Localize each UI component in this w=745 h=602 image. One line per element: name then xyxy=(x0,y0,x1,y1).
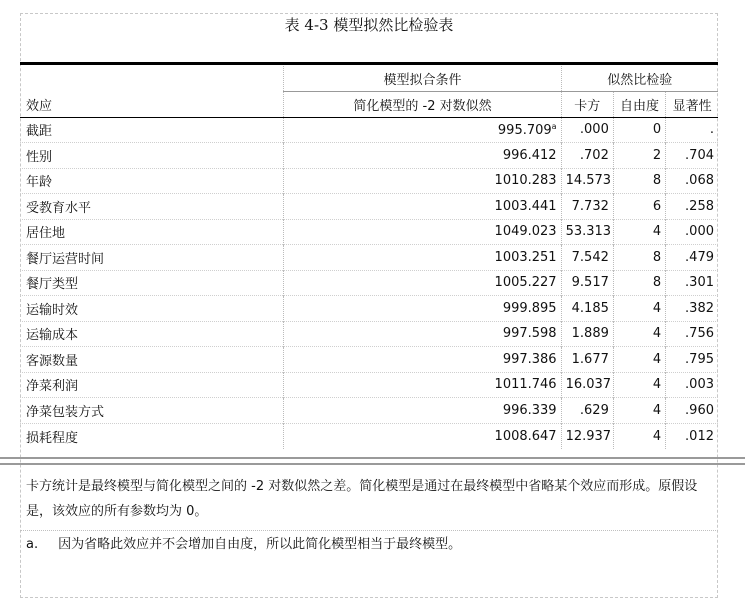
cell-significance xyxy=(666,270,718,296)
note-main: 卡方统计是最终模型与简化模型之间的 -2 对数似然之差。简化模型是通过在最终模型中省略某个效应而形成。原假设是，该效应的所有参数均为 0。 xyxy=(20,466,718,531)
cell-neg2ll-value: 1003.441 xyxy=(494,198,557,214)
cell-effect xyxy=(20,245,284,271)
header-df: 自由度 xyxy=(613,92,665,118)
cell-neg2ll xyxy=(284,372,561,398)
table-row xyxy=(20,245,718,271)
cell-significance-value: .960 xyxy=(685,402,714,418)
cell-df xyxy=(613,347,665,373)
cell-significance xyxy=(666,372,718,398)
cell-neg2ll-value: 996.339 xyxy=(502,402,557,418)
cell-neg2ll-value: 1008.647 xyxy=(494,428,557,444)
cell-df-value: 4 xyxy=(652,326,662,342)
header-group-lr-test: 似然比检验 xyxy=(561,66,718,92)
cell-chi-square xyxy=(561,245,613,271)
header-effect: 效应 xyxy=(20,92,284,118)
cell-effect xyxy=(20,143,284,169)
cell-significance-value: .795 xyxy=(685,351,714,367)
cell-significance-value: .000 xyxy=(685,224,714,240)
cell-df-value: 4 xyxy=(652,402,662,418)
cell-chi-square-value: .000 xyxy=(579,122,609,138)
cell-df xyxy=(613,423,665,449)
note-a xyxy=(20,531,718,559)
table-row xyxy=(20,296,718,322)
cell-df-value: 4 xyxy=(652,377,662,393)
cell-significance-value: .068 xyxy=(685,173,714,189)
cell-effect xyxy=(20,117,284,143)
bottom-rule-2 xyxy=(0,463,745,465)
cell-effect xyxy=(20,168,284,194)
cell-effect-value: 净菜利润 xyxy=(26,379,79,395)
cell-chi-square-value: 1.889 xyxy=(571,326,609,342)
table-row xyxy=(20,270,718,296)
cell-effect-value: 运输成本 xyxy=(26,328,79,344)
cell-effect-value: 客源数量 xyxy=(26,353,79,369)
cell-effect-value: 损耗程度 xyxy=(26,430,79,446)
cell-neg2ll xyxy=(284,219,561,245)
cell-chi-square xyxy=(561,296,613,322)
cell-significance xyxy=(666,398,718,424)
cell-df xyxy=(613,372,665,398)
table-notes xyxy=(20,466,718,559)
cell-effect-value: 年龄 xyxy=(26,175,53,191)
cell-significance xyxy=(666,321,718,347)
cell-df xyxy=(613,398,665,424)
cell-effect xyxy=(20,194,284,220)
cell-effect-value: 居住地 xyxy=(26,226,66,242)
footnote-marker: a xyxy=(551,121,557,131)
cell-neg2ll xyxy=(284,270,561,296)
cell-effect xyxy=(20,423,284,449)
cell-df xyxy=(613,219,665,245)
top-rule xyxy=(20,62,718,65)
cell-effect xyxy=(20,398,284,424)
cell-chi-square xyxy=(561,321,613,347)
cell-neg2ll xyxy=(284,321,561,347)
cell-neg2ll-value: 1003.251 xyxy=(494,249,557,265)
cell-df-value: 4 xyxy=(652,351,662,367)
cell-significance-value: .704 xyxy=(685,147,714,163)
header-group-row xyxy=(20,66,718,92)
cell-significance-value: .382 xyxy=(685,300,714,316)
cell-df xyxy=(613,245,665,271)
cell-df xyxy=(613,194,665,220)
cell-neg2ll xyxy=(284,117,561,143)
cell-df xyxy=(613,321,665,347)
cell-chi-square xyxy=(561,194,613,220)
table-row xyxy=(20,194,718,220)
cell-df xyxy=(613,296,665,322)
cell-df-value: 8 xyxy=(652,275,662,291)
cell-neg2ll xyxy=(284,423,561,449)
cell-df-value: 4 xyxy=(652,300,662,316)
cell-significance-value: .756 xyxy=(685,326,714,342)
cell-chi-square-value: 1.677 xyxy=(571,351,609,367)
note-a-text: 因为省略此效应并不会增加自由度，所以此简化模型相当于最终模型。 xyxy=(58,537,462,552)
cell-chi-square xyxy=(561,398,613,424)
cell-chi-square-value: .629 xyxy=(579,402,609,418)
cell-chi-square-value: 9.517 xyxy=(571,275,609,291)
cell-df-value: 8 xyxy=(652,173,662,189)
cell-effect-value: 净菜包装方式 xyxy=(26,404,105,420)
header-group-model-fit: 模型拟合条件 xyxy=(284,66,561,92)
cell-df-value: 8 xyxy=(652,249,662,265)
cell-neg2ll xyxy=(284,194,561,220)
cell-chi-square-value: 16.037 xyxy=(565,377,612,393)
cell-chi-square xyxy=(561,423,613,449)
cell-df-value: 2 xyxy=(652,147,662,163)
cell-significance xyxy=(666,219,718,245)
cell-df xyxy=(613,168,665,194)
header-chi-square: 卡方 xyxy=(561,92,613,118)
cell-effect xyxy=(20,296,284,322)
cell-chi-square xyxy=(561,143,613,169)
cell-significance-value: .012 xyxy=(685,428,714,444)
bottom-rule-1 xyxy=(0,457,745,459)
cell-chi-square-value: 14.573 xyxy=(565,173,612,189)
cell-neg2ll xyxy=(284,296,561,322)
cell-df-value: 6 xyxy=(652,198,662,214)
cell-neg2ll xyxy=(284,398,561,424)
note-a-label: a. xyxy=(26,537,39,552)
cell-effect-value: 餐厅类型 xyxy=(26,277,79,293)
cell-chi-square-value: 7.542 xyxy=(571,249,609,265)
table-row xyxy=(20,143,718,169)
cell-significance xyxy=(666,347,718,373)
cell-significance xyxy=(666,117,718,143)
cell-significance xyxy=(666,143,718,169)
cell-chi-square xyxy=(561,117,613,143)
table-row xyxy=(20,398,718,424)
table-body xyxy=(20,117,718,449)
cell-neg2ll xyxy=(284,245,561,271)
header-blank xyxy=(20,66,284,92)
cell-significance-value: .258 xyxy=(685,198,714,214)
cell-neg2ll-value: 997.598 xyxy=(502,326,557,342)
cell-neg2ll-value: 995.709 xyxy=(497,122,552,138)
cell-chi-square-value: 12.937 xyxy=(565,428,612,444)
cell-chi-square-value: 7.732 xyxy=(571,198,609,214)
cell-significance xyxy=(666,423,718,449)
cell-neg2ll-value: 1049.023 xyxy=(494,224,557,240)
cell-df-value: 4 xyxy=(652,428,662,444)
cell-df-value: 4 xyxy=(652,224,662,240)
cell-effect-value: 受教育水平 xyxy=(26,200,92,216)
cell-df xyxy=(613,117,665,143)
cell-effect-value: 餐厅运营时间 xyxy=(26,251,105,267)
cell-chi-square xyxy=(561,168,613,194)
cell-chi-square xyxy=(561,270,613,296)
cell-df-value: 0 xyxy=(652,122,662,138)
cell-df xyxy=(613,143,665,169)
cell-effect-value: 运输时效 xyxy=(26,302,79,318)
table-row xyxy=(20,347,718,373)
cell-significance-value: . xyxy=(709,122,714,138)
table-row xyxy=(20,423,718,449)
cell-effect xyxy=(20,219,284,245)
cell-neg2ll-value: 997.386 xyxy=(502,351,557,367)
cell-effect-value: 截距 xyxy=(26,124,53,140)
cell-effect xyxy=(20,321,284,347)
table-row xyxy=(20,168,718,194)
cell-chi-square-value: 4.185 xyxy=(571,300,609,316)
cell-chi-square xyxy=(561,372,613,398)
cell-significance xyxy=(666,168,718,194)
cell-df xyxy=(613,270,665,296)
cell-chi-square xyxy=(561,347,613,373)
table-row xyxy=(20,117,718,143)
header-significance: 显著性 xyxy=(666,92,718,118)
cell-neg2ll-value: 999.895 xyxy=(502,300,557,316)
cell-chi-square-value: .702 xyxy=(579,147,609,163)
likelihood-ratio-table xyxy=(20,66,718,449)
cell-neg2ll xyxy=(284,143,561,169)
cell-significance xyxy=(666,245,718,271)
header-neg2ll: 简化模型的 -2 对数似然 xyxy=(284,92,561,118)
cell-effect-value: 性别 xyxy=(26,149,53,165)
cell-significance xyxy=(666,296,718,322)
cell-neg2ll xyxy=(284,347,561,373)
cell-effect xyxy=(20,347,284,373)
cell-effect xyxy=(20,372,284,398)
table-row xyxy=(20,219,718,245)
table-row xyxy=(20,372,718,398)
cell-effect xyxy=(20,270,284,296)
cell-neg2ll xyxy=(284,168,561,194)
cell-neg2ll-value: 1010.283 xyxy=(494,173,557,189)
header-column-row xyxy=(20,92,718,118)
cell-significance-value: .301 xyxy=(685,275,714,291)
cell-chi-square xyxy=(561,219,613,245)
table-title: 表 4-3 模型拟然比检验表 xyxy=(284,16,454,34)
cell-significance xyxy=(666,194,718,220)
cell-significance-value: .479 xyxy=(685,249,714,265)
table-row xyxy=(20,321,718,347)
cell-significance-value: .003 xyxy=(685,377,714,393)
cell-neg2ll-value: 1005.227 xyxy=(494,275,557,291)
cell-neg2ll-value: 996.412 xyxy=(502,147,557,163)
cell-neg2ll-value: 1011.746 xyxy=(494,377,557,393)
cell-chi-square-value: 53.313 xyxy=(565,224,612,240)
